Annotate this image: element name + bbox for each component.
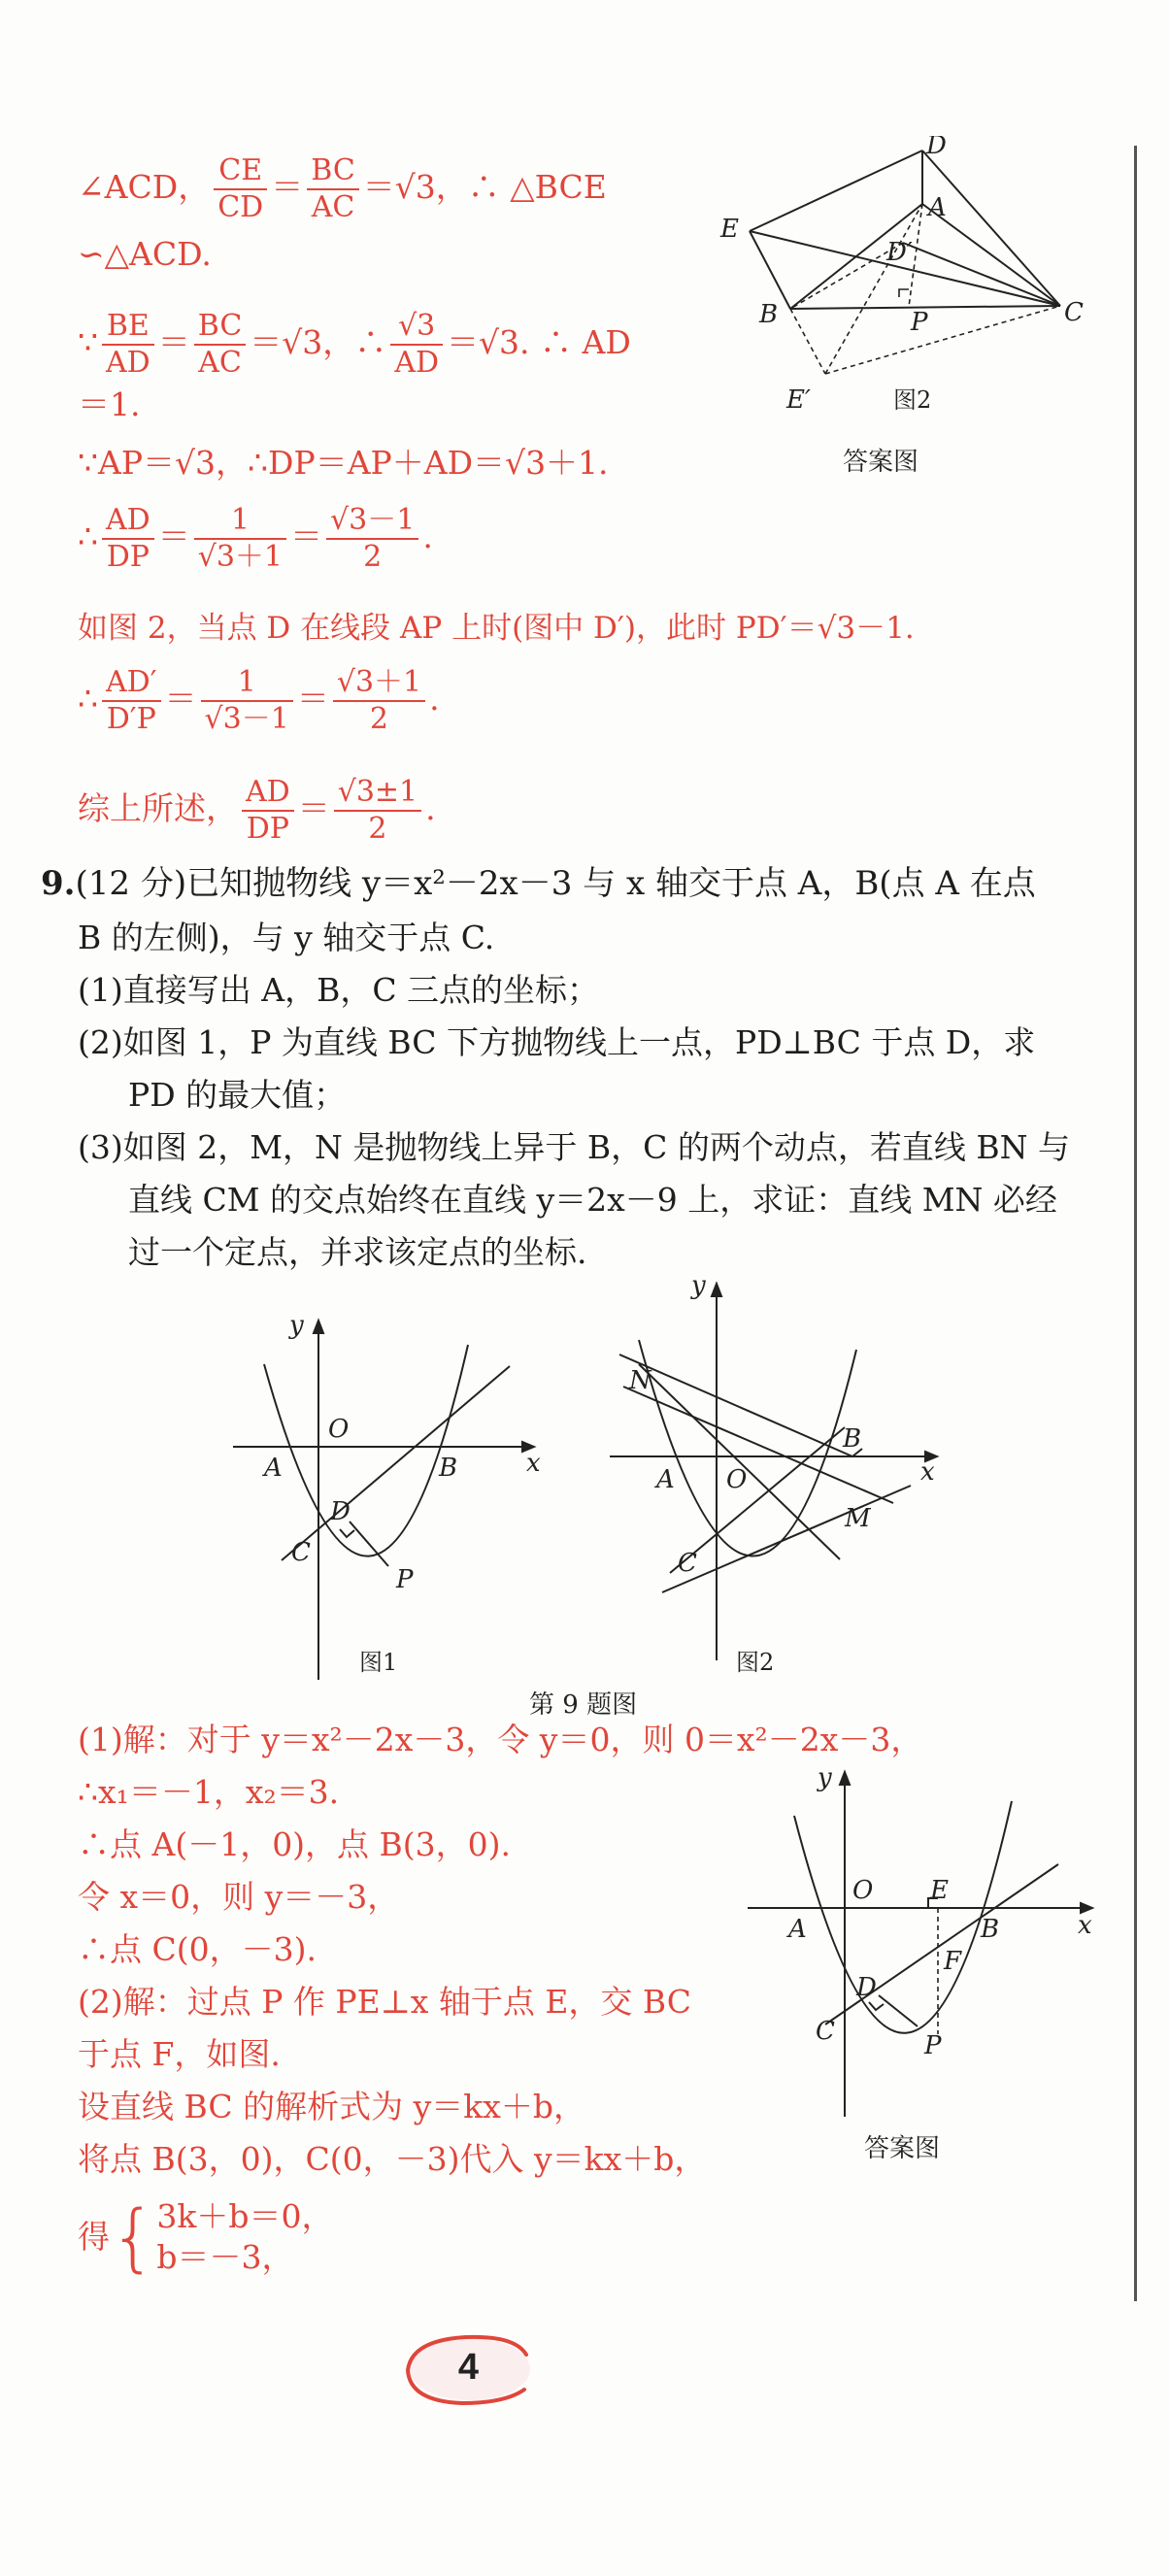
fig1-label-C: C <box>291 1538 311 1567</box>
answer-line-3: ∵ $\frac{BE}{AD}$ ＝ $\frac{BC}{AC}$ ＝√3，∴ $\frac{√3}{AD}$ ＝√3. ∴ AD <box>78 309 631 380</box>
answer-line-2: ∽△ACD. <box>78 235 212 273</box>
fig2-label-O: O <box>726 1465 748 1494</box>
question-3-line-3: 过一个定点，并求该定点的坐标. <box>128 1233 587 1271</box>
question-1: (1)直接写出 A，B，C 三点的坐标； <box>78 971 600 1009</box>
label-E: E <box>720 215 739 244</box>
fig2-label-x: x <box>920 1457 935 1487</box>
ans-label-F: F <box>944 1947 962 1976</box>
solution-line-5: ∴点 C(0，－3). <box>78 1930 317 1968</box>
ans-label-O: O <box>852 1876 874 1905</box>
fig1-label-y: y <box>289 1311 304 1340</box>
ans-label-D: D <box>856 1973 877 2002</box>
fig1-label-O: O <box>328 1415 350 1444</box>
fig1-label-B: B <box>439 1454 458 1483</box>
question-3-line-1: (3)如图 2，M，N 是抛物线上异于 B，C 的两个动点，若直线 BN 与 <box>78 1128 1070 1166</box>
page-number-badge <box>398 2325 539 2413</box>
ans-label-C: C <box>816 2017 835 2046</box>
label-D-prime: D′ <box>886 238 913 267</box>
answer-line-1: ∠ACD， $\frac{CE}{CD}$ ＝ $\frac{BC}{AC}$ ＝√3，∴ △BCE <box>78 153 607 224</box>
problem-9-line-1: 9.(12 分)已知抛物线 y＝x²－2x－3 与 x 轴交于点 A，B(点 A 在点 <box>41 864 1036 903</box>
fig1-title: 图1 <box>359 1649 398 1676</box>
label-E-prime: E′ <box>786 385 811 415</box>
solution-line-3: ∴点 A(－1，0)，点 B(3，0). <box>78 1825 512 1863</box>
answer-figure <box>738 1762 1107 2122</box>
solution-line-4: 令 x＝0，则 y＝－3， <box>78 1878 400 1916</box>
ans-label-P: P <box>924 2031 942 2060</box>
solution-system: 得{ 3k＋b＝0， b＝－3， <box>78 2193 334 2280</box>
answer-line-7: 如图 2，当点 D 在线段 AP 上时(图中 D′)，此时 PD′＝√3－1. <box>78 611 915 646</box>
ans-label-E: E <box>930 1876 949 1905</box>
fig2-label-A: A <box>656 1465 675 1494</box>
label-D: D <box>926 136 947 160</box>
solution-line-7: 于点 F，如图. <box>78 2035 281 2073</box>
question-3-line-2: 直线 CM 的交点始终在直线 y＝2x－9 上，求证：直线 MN 必经 <box>128 1181 1057 1219</box>
label-B: B <box>759 300 779 329</box>
figure-caption-top: 答案图 <box>843 448 919 477</box>
problem-number: 9. <box>41 864 76 903</box>
label-A: A <box>928 193 947 222</box>
ans-label-y: y <box>818 1763 832 1792</box>
figure-title: 图2 <box>893 386 932 414</box>
question-2-line-2: PD 的最大值； <box>128 1076 347 1114</box>
fig2-label-y: y <box>691 1272 706 1300</box>
solution-line-2: ∴x₁＝－1，x₂＝3. <box>78 1773 340 1811</box>
ans-label-B: B <box>981 1915 1000 1944</box>
geometry-figure-2 <box>709 136 1097 427</box>
margin-rule <box>1134 146 1137 2301</box>
figure-2 <box>602 1272 952 1685</box>
ans-label-A: A <box>788 1915 807 1944</box>
ans-label-x: x <box>1078 1911 1092 1940</box>
label-C: C <box>1064 298 1084 327</box>
figure-1 <box>223 1306 553 1685</box>
question-2-line-1: (2)如图 1，P 为直线 BC 下方抛物线上一点，PD⊥BC 于点 D，求 <box>78 1023 1036 1061</box>
problem-9-line-2: B 的左侧)，与 y 轴交于点 C. <box>78 919 495 956</box>
fig2-title: 图2 <box>736 1649 775 1676</box>
answer-figure-caption: 答案图 <box>864 2134 941 2163</box>
solution-line-8: 设直线 BC 的解析式为 y＝kx＋b， <box>78 2088 585 2125</box>
answer-line-8: ∴ $\frac{AD'}{D'P}$ ＝ $\frac{1}{√3-1}$ ＝ $\frac{√3+1}{2}$ . <box>78 665 440 736</box>
solution-line-6: (2)解：过点 P 作 PE⊥x 轴于点 E，交 BC <box>78 1983 692 2021</box>
solution-line-1: (1)解：对于 y＝x²－2x－3，令 y＝0，则 0＝x²－2x－3， <box>78 1721 923 1758</box>
label-P: P <box>911 308 928 337</box>
solution-line-9: 将点 B(3，0)，C(0，－3)代入 y＝kx＋b， <box>78 2140 707 2178</box>
answer-line-4: ＝1. <box>78 385 141 423</box>
page-number: 4 <box>457 2347 480 2388</box>
fig1-label-A: A <box>264 1454 283 1483</box>
answer-line-5: ∵AP＝√3，∴DP＝AP＋AD＝√3＋1. <box>78 444 609 482</box>
problem-9-figure-caption: 第 9 题图 <box>529 1690 638 1720</box>
fig2-label-M: M <box>845 1504 871 1533</box>
answer-line-9: 综上所述， $\frac{AD}{DP}$ ＝ $\frac{√3\pm 1}{2}$ . <box>78 775 436 846</box>
fig1-label-P: P <box>396 1565 414 1594</box>
fig2-label-C: C <box>678 1549 697 1578</box>
fig2-label-B: B <box>843 1424 862 1454</box>
fig2-label-N: N <box>629 1366 651 1395</box>
fig1-label-D: D <box>330 1497 351 1526</box>
answer-line-6: ∴ $\frac{AD}{DP}$ ＝ $\frac{1}{√3+1}$ ＝ $\frac{√3-1}{2}$ . <box>78 503 433 574</box>
fig1-label-x: x <box>526 1449 541 1478</box>
